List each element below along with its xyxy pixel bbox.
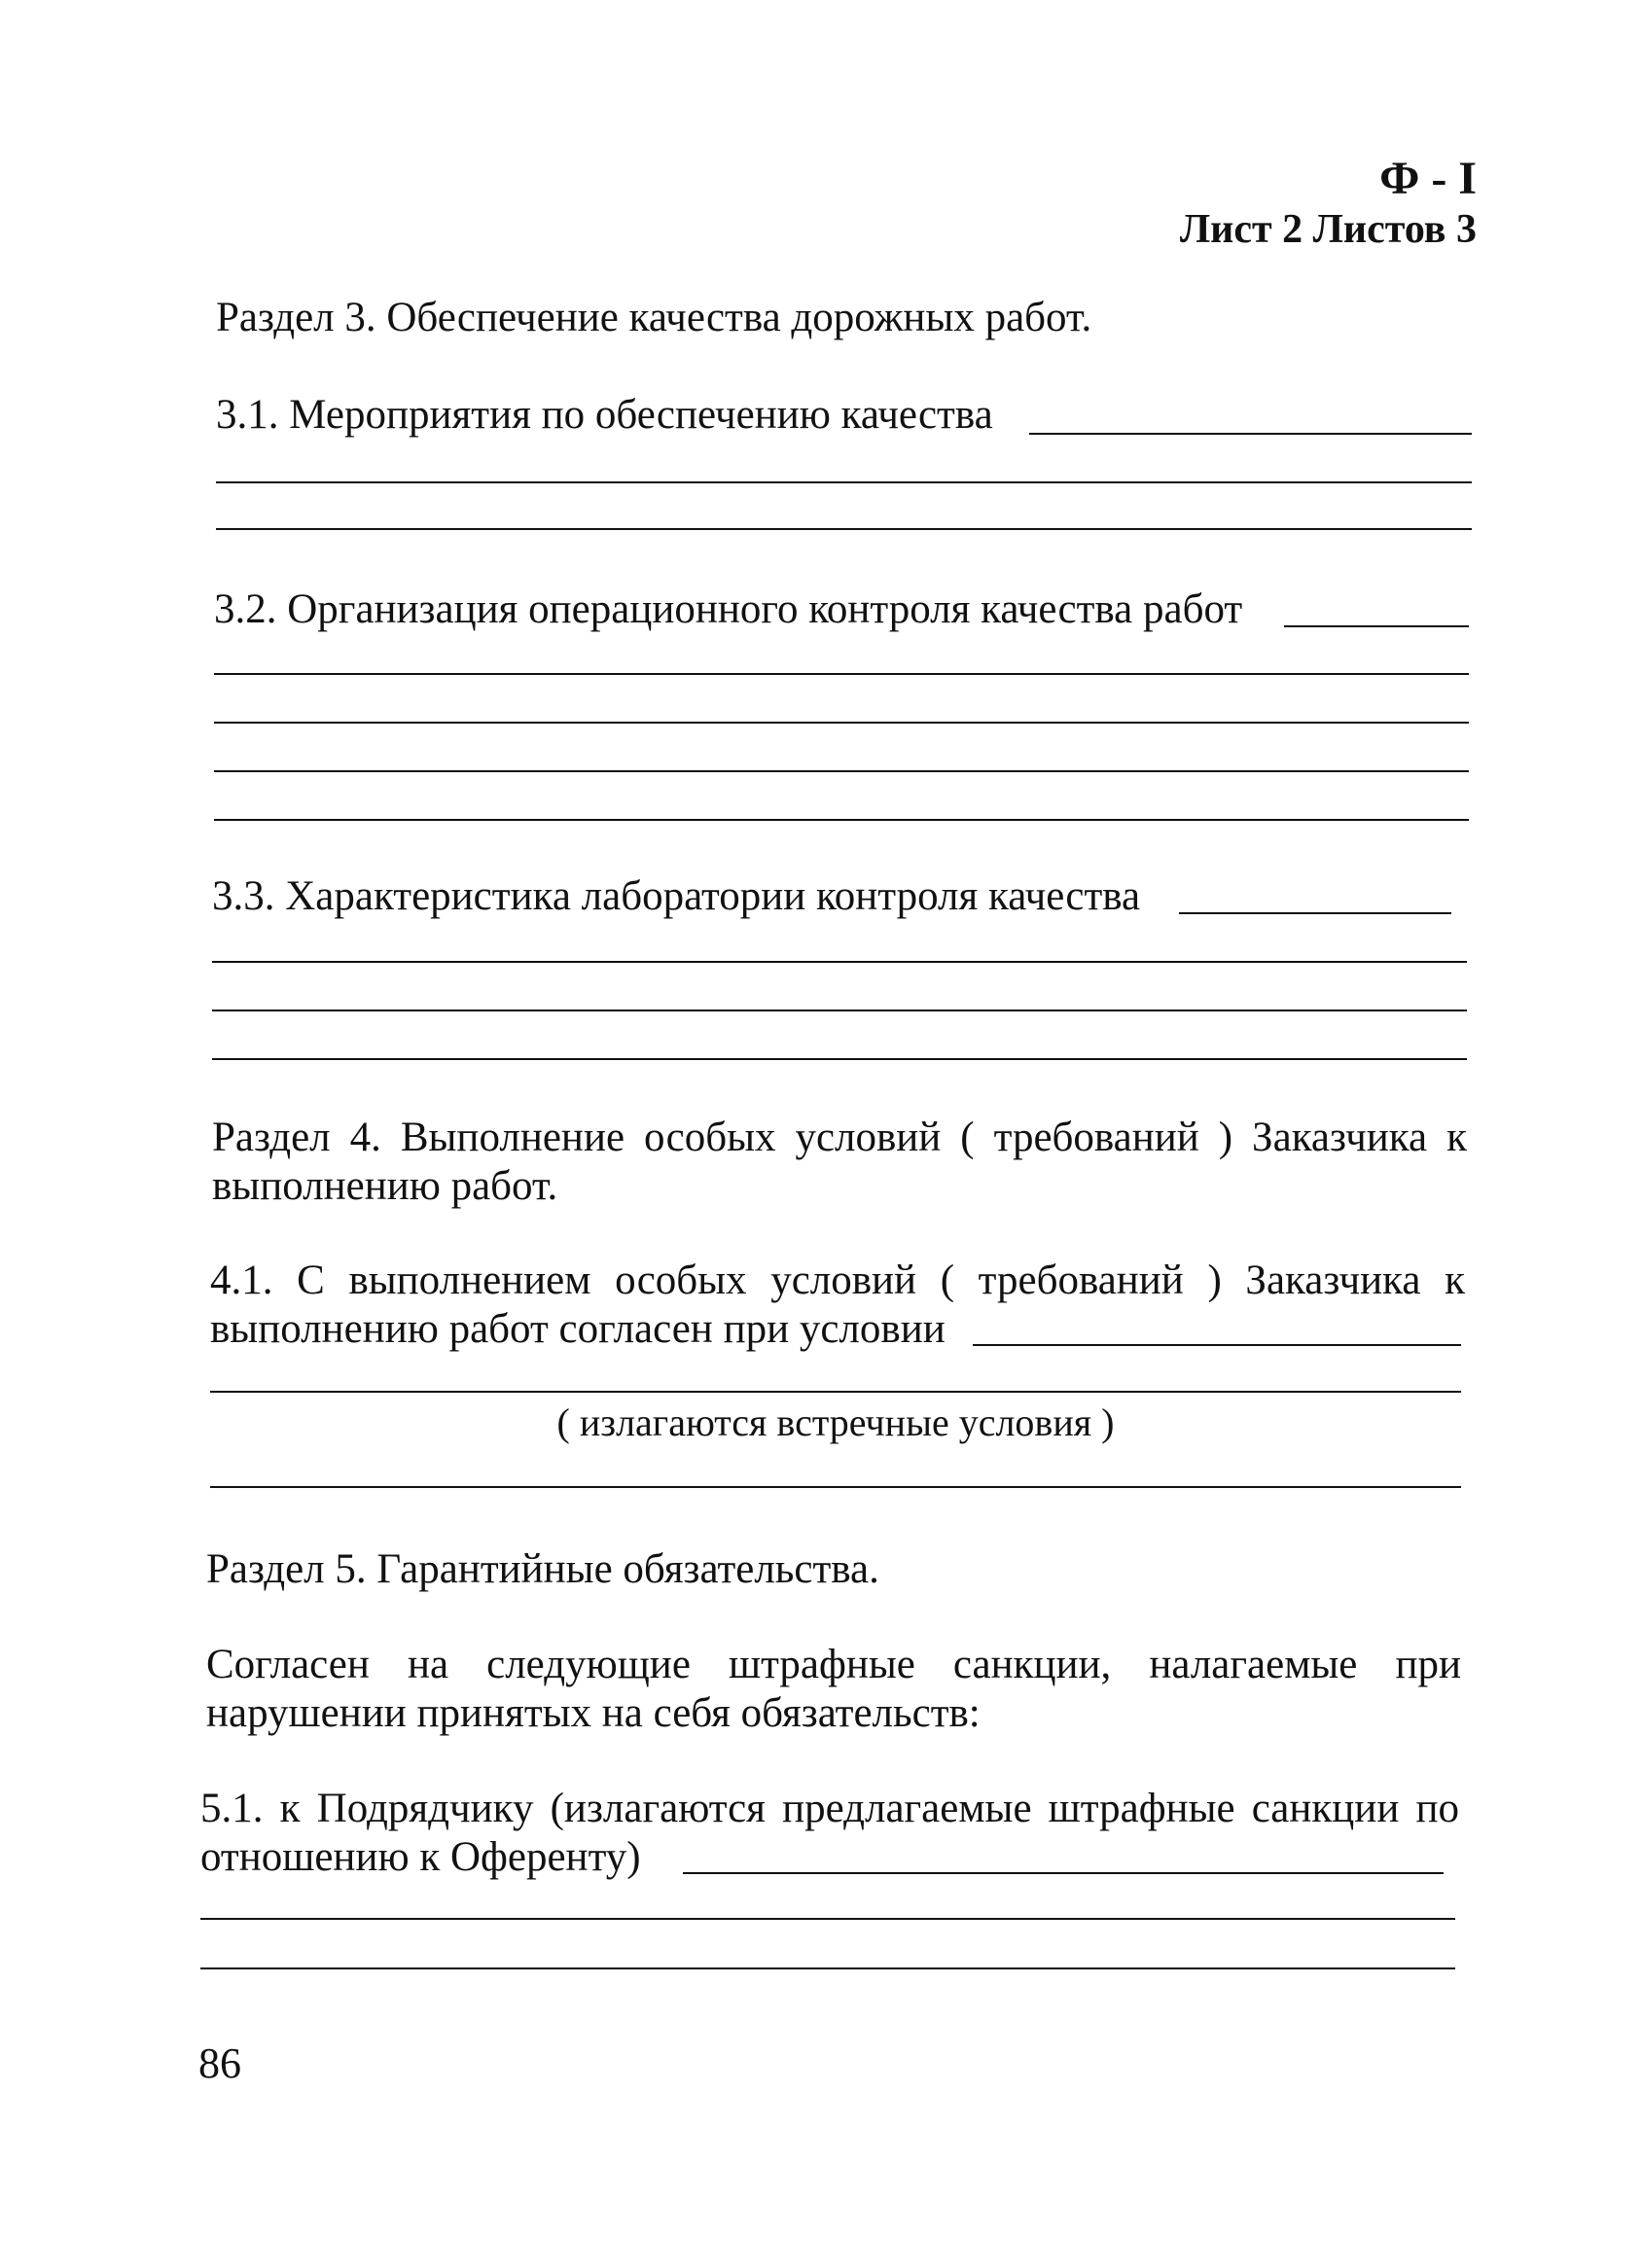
item-3-2-answer-line[interactable] xyxy=(214,673,1469,675)
item-3-2-answer-line[interactable] xyxy=(214,722,1469,724)
item-5-1-line2: отношению к Оференту) xyxy=(200,1834,641,1880)
item-3-3-label: 3.3. Характеристика лаборатории контроля качества xyxy=(212,873,1141,919)
item-5-1-line1: 5.1. к Подрядчику (излагаются предлагаемые штрафные санкции по xyxy=(200,1786,1459,1831)
item-3-1-label: 3.1. Мероприятия по обеспечению качества xyxy=(216,392,993,438)
section-4-title-line2: выполнению работ. xyxy=(212,1163,558,1209)
sheet-info: Лист 2 Листов 3 xyxy=(1179,207,1477,252)
section-4-title-line1: Раздел 4. Выполнение особых условий ( требований ) Заказчика к xyxy=(212,1115,1467,1160)
item-4-1-answer-line[interactable] xyxy=(973,1344,1461,1346)
page-number: 86 xyxy=(198,2039,241,2087)
item-3-3-answer-line[interactable] xyxy=(212,1058,1467,1060)
item-5-1-answer-line[interactable] xyxy=(200,1967,1455,1969)
item-3-1-answer-line[interactable] xyxy=(1029,433,1472,435)
item-3-2-answer-line[interactable] xyxy=(214,819,1469,821)
item-3-2-answer-line[interactable] xyxy=(1284,625,1469,627)
item-3-3-answer-line[interactable] xyxy=(212,1010,1467,1011)
section-3-title: Раздел 3. Обеспечение качества дорожных работ. xyxy=(216,295,1092,340)
item-3-2-answer-line[interactable] xyxy=(214,770,1469,772)
item-4-1-hint: ( излагаются встречные условия ) xyxy=(556,1400,1115,1444)
item-3-3-answer-line[interactable] xyxy=(212,961,1467,963)
section-5-intro-line1: Согласен на следующие штрафные санкции, налагаемые при xyxy=(206,1642,1461,1687)
section-5-title: Раздел 5. Гарантийные обязательства. xyxy=(206,1546,879,1592)
item-4-1-line1: 4.1. С выполнением особых условий ( требований ) Заказчика к xyxy=(210,1258,1465,1303)
section-5-intro-line2: нарушении принятых на себя обязательств: xyxy=(206,1690,981,1736)
item-5-1-answer-line[interactable] xyxy=(683,1872,1444,1874)
item-3-1-answer-line[interactable] xyxy=(216,481,1472,483)
form-code: Ф - I xyxy=(1379,153,1477,204)
item-4-1-answer-line[interactable] xyxy=(210,1391,1461,1393)
item-4-1-answer-line[interactable] xyxy=(210,1486,1461,1488)
item-3-1-answer-line[interactable] xyxy=(216,528,1472,530)
item-3-3-answer-line[interactable] xyxy=(1179,912,1451,914)
item-3-2-label: 3.2. Организация операционного контроля качества работ xyxy=(214,586,1243,632)
item-4-1-line2: выполнению работ согласен при условии xyxy=(210,1306,946,1352)
item-5-1-answer-line[interactable] xyxy=(200,1918,1455,1920)
